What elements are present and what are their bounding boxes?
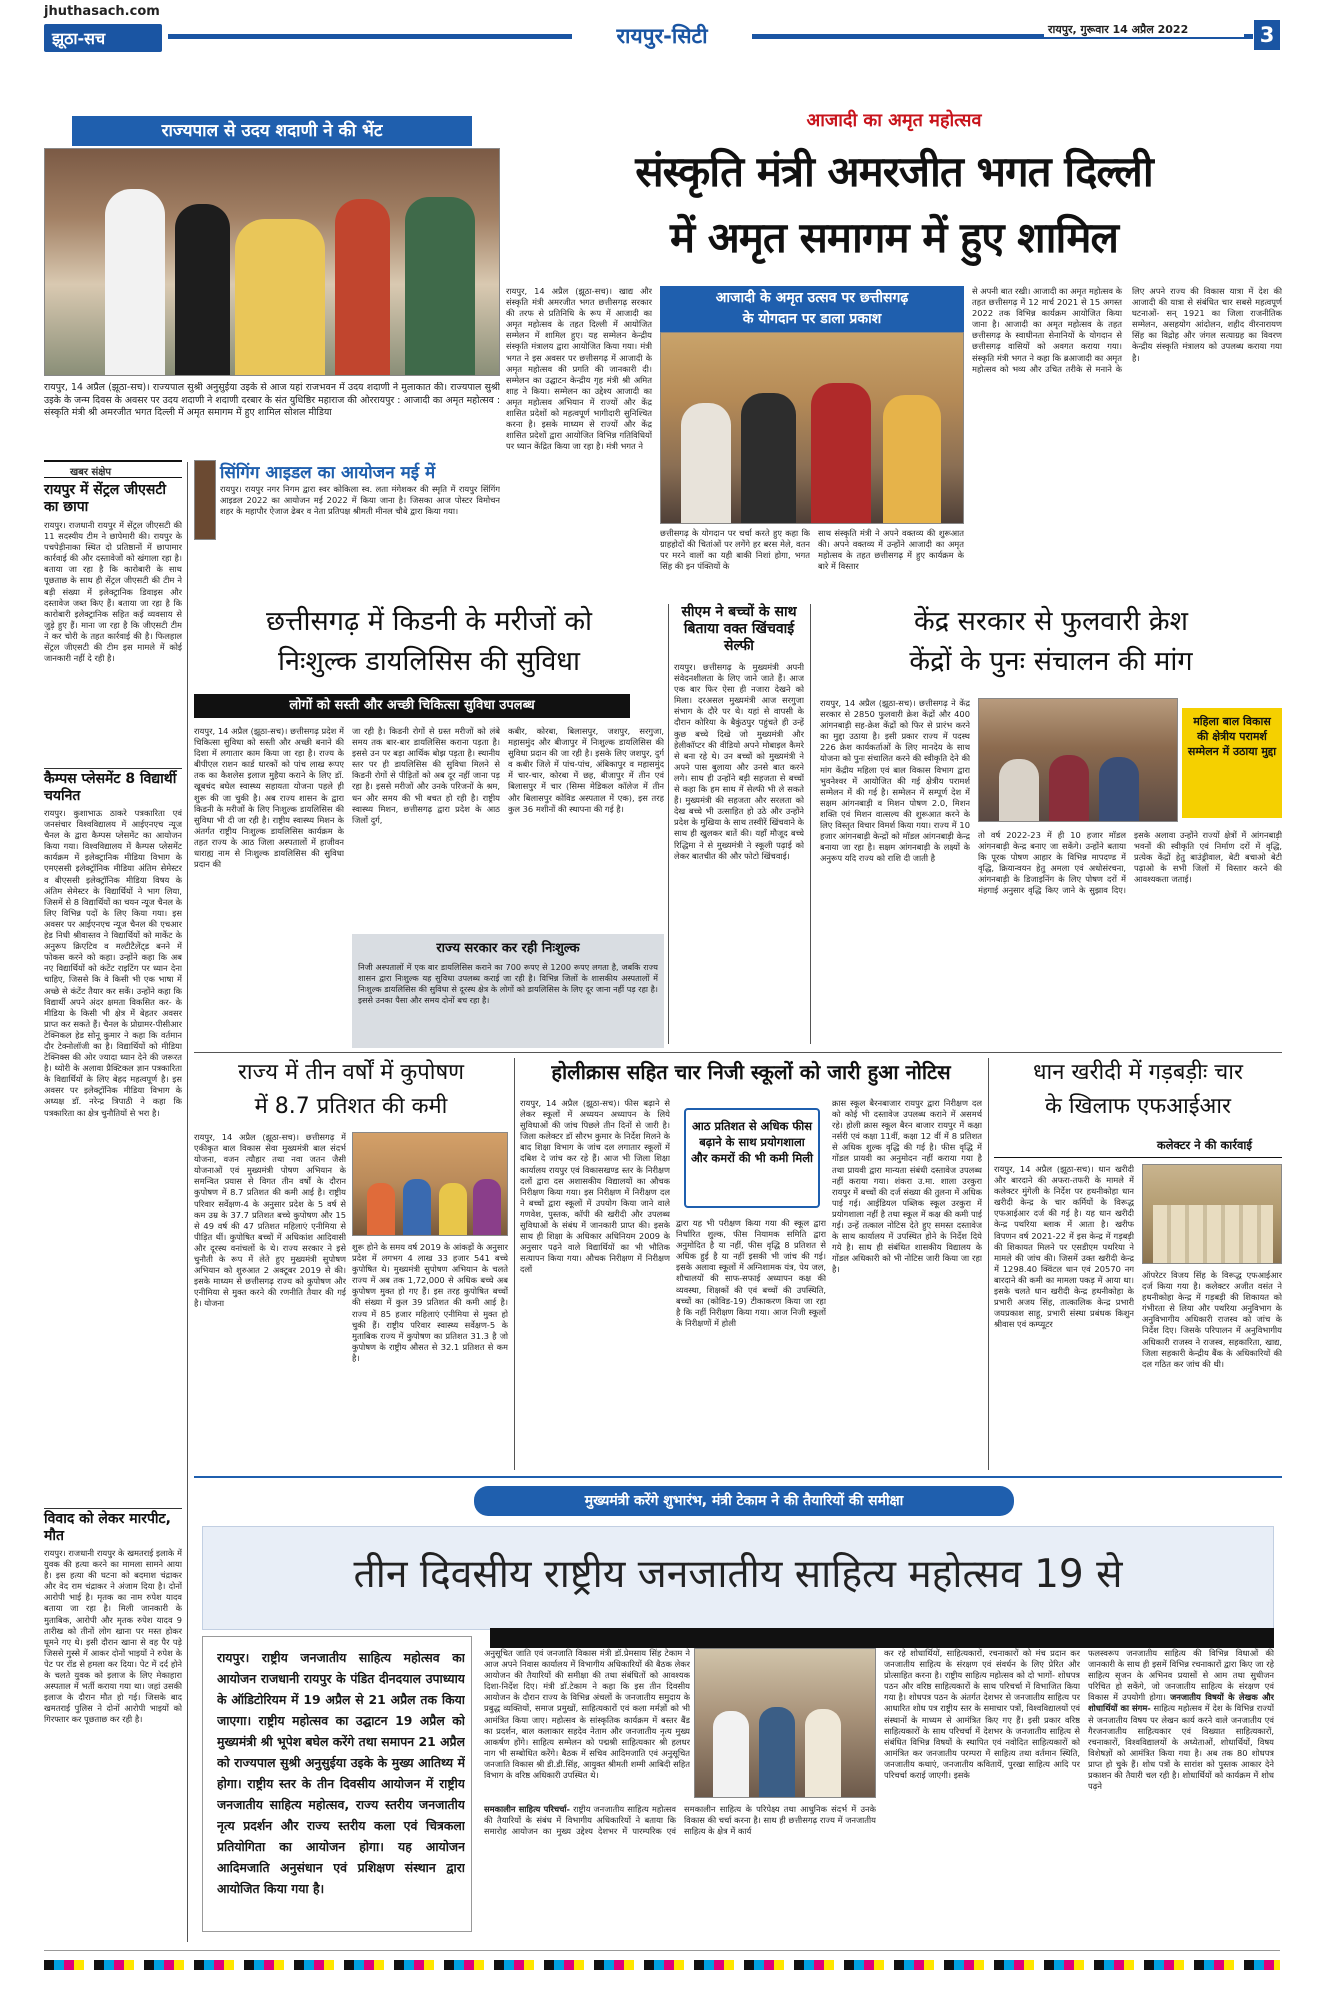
dialysis-col2: जा रही है। किडनी रोगों से ग्रस्त मरीजों को लंबे समय तक बार-बार डायलिसिस कराना पड़ता है। इससे उन पर बड़ा आर्थिक बोझ पड़ता है। स्थानीय स्तर पर ही डायलिसिस की सुविधा मिलने से किडनी रोगों से पीड़ितों को अब दूर नहीं जाना पड़ रहा है। इससे मरीजों और उनके परिजनों के श्रम, धन और समय की भी बचत हो रही है। राष्ट्रीय स्वास्थ्य मिशन, छत्तीसगढ़ द्वारा प्रदेश के आठ जिलों दुर्ग, — [352, 726, 500, 825]
person-figure — [811, 383, 871, 524]
paddy-headline-line2: के खिलाफ एफआईआर — [1044, 1094, 1232, 1119]
cm-kids-headline: सीएम ने बच्चों के साथ बिताया वक्त खिंचवाई सेल्फी — [681, 604, 797, 654]
dialysis-box-text: निजी अस्पतालों में एक बार डायलिसिस कराने का 700 रूपए से 1200 रूपए लगता है, जबकि राज्य शासन द्वारा निःशुल्क यह सुविधा उपलब्ध कराई जा रही है। विभिन्न जिलों के शासकीय अस्पतालों में निःशुल्क डायलिसिस की सुविधा से दूरस्थ क्षेत्र के लोगों को डायलिसिस के लिए दूर जाना नहीं पड़ रहा है। इससे उनका पैसा और समय दोनों बच रहा है। — [358, 962, 658, 1006]
person-figure — [175, 204, 230, 376]
singing-poster-photo — [194, 460, 216, 540]
grain-sacks — [1153, 1205, 1273, 1264]
person-figure — [473, 1179, 501, 1236]
person-figure — [1049, 755, 1089, 822]
brand-logo-text: झूठा-सच — [52, 29, 106, 48]
holycross-headline: होलीक्रास सहित चार निजी स्कूलों को जारी हुआ नोटिस — [551, 1060, 951, 1084]
person-figure — [1099, 757, 1139, 822]
person-figure — [883, 395, 941, 524]
holycross-col1: रायपुर, 14 अप्रैल (झूठा-सच)। फीस बढ़ाने से लेकर स्कूलों में अध्ययन अध्यापन के लिये सुविधाओं की जांच पिछले तीन दिनों से जारी है। जिला कलेक्टर डॉ सौरभ कुमार के निर्देश मिलने के बाद शिक्षा विभाग के जांच दल लगातार स्कूलों में दबिश दे जांच कर रहे हैं। आज भी जिला शिक्षा कार्यालय रायपुर एवं विकासखण्ड स्तर के निरीक्षण दलों द्वारा दस अशासकीय विद्यालयों का औचक निरीक्षण किया गया। इस निरीक्षण में निरीक्षण दल ने बच्चों द्वारा स्कूलों में उपयोग किया जाने वाले गणवेश, पुस्तक, कॉपी की खरीदी और उपलब्ध सुविधाओं के संबंध में जानकारी प्राप्त की। इसके साथ ही शिक्षा के अधिकार अधिनियम 2009 के अनुसार पढ़ने वाले विद्यार्थियों का भी भौतिक सत्यापन किया गया। औचक निरीक्षण में निरीक्षण दलों — [520, 1098, 670, 1275]
brief-1-text: रायपुर। राजधानी रायपुर में सेंट्रल जीएसटी की 11 सदस्यीय टीम ने छापेमारी की। रायपुर के पचपेड़ीनाका स्थित दो प्रतिष्ठानों में छापामार कार्रवाई की और दस्तावेजों को खंगाला रहा है। बताया जा रहा है कि कारोबारी के साथ पूछताछ के साथ ही सेंट्रल जीएसटी की टीम ने बड़ी संख्या में इलेक्ट्रानिक डिवाइस और दस्तावेज जब्त किए हैं। बताया जा रहा है कि कारोबारी इलेक्ट्रानिक सहित कई व्यवसाय से जुड़े हुए हैं। माना जा रहा है कि जीएसटी टीम ने कर चोरी के तहत कार्रवाई की है। फिलहाल सेंट्रल जीएसटी की टीम इस मामले में कोई जानकारी नहीं दे रही है। — [44, 520, 182, 664]
masthead — [44, 0, 1280, 58]
creche-side-box — [1182, 708, 1282, 818]
person-figure — [105, 189, 165, 376]
culture-photo — [660, 332, 964, 524]
brief-3-title: विवाद को लेकर मारपीट, मौत — [44, 1508, 182, 1545]
tribal-photo-caption-text: राष्ट्रीय जनजातीय साहित्य महोत्सव की तैयारियों के संबंध में विभागीय अधिकारियों ने बताया कि समारोह आयोजन का मुख्य उद्देश्य देशभर में पारम्परिक एवं समकालीन साहित्य के परिपेक्ष्य तथा आधुनिक संदर्भ में उनके विकास की चर्चा करना है। साथ ही छत्तीसगढ़ राज्य में जनजातीय साहित्य के क्षेत्र में कार्य — [484, 1804, 876, 1837]
tribal-photo-caption — [484, 1804, 876, 1932]
column-divider — [988, 1058, 989, 1470]
creche-story — [820, 604, 1282, 1050]
paddy-col1: रायपुर, 14 अप्रैल (झूठा-सच)। धान खरीदी और बारदाने की अफरा-तफरी के मामले में कलेक्टर मुंगेली के निर्देश पर हथनीकोहा धान खरीदी केन्द्र के चार कर्मियों के विरूद्ध एफआईआर दर्ज की गई है। यह धान खरीदी केन्द्र पथरिया ब्लाक में आता है। खरीफ विपणन वर्ष 2021-22 में इस केन्द्र में गड़बड़ी की शिकायत मिलने पर एसडीएम पथरिया ने मामले की जांच की। जिसमें उक्त खरीदी केन्द्र में 1298.40 क्विंटल धान एवं 20570 नग बारदाने की कमी का मामला पकड़ में आया था। इसके चलते धान खरीदी केन्द्र हथनीकोहा के प्रभारी अजय सिंह, तात्कालिक केन्द्र प्रभारी जयप्रकाश साहू, प्रभारी संस्था प्रबंधक किशुन श्रीवास एवं कम्प्यूटर — [994, 1164, 1134, 1330]
tribal-lead-box — [202, 1636, 472, 1932]
sidebar-label — [44, 460, 182, 478]
dialysis-headline-line2: निःशुल्क डायलिसिस की सुविधा — [278, 646, 580, 677]
cm-kids-text: रायपुर। छत्तीसगढ़ के मुख्यमंत्री अपनी संवेदनशीलता के लिए जाने जाते हैं। आज एक बार फिर ऐसा ही नजारा देखने को मिला। दरअसल मुख्यमंत्री आज सरगुजा संभाग के दौरे पर थे। यहां से वापसी के दौरान कोरिया के बैकुंठपुर पहुंचते ही उन्हें कुछ बच्चे दिखे जो मुख्यमंत्री और हेलीकॉप्टर की वीडियो अपने मोबाइल कैमरे से बना रहे थे। उन बच्चों को मुख्यमंत्री ने अपने पास बुलाया और उनसे बात करने लगे। साथ ही उन्होंने बड़ी सहजता से बच्चों से कहा कि हम साथ में सेल्फी भी ले सकते हैं। मुख्यमंत्री की सहजता और सरलता को देख बच्चे भी उत्साहित हो उठे और उन्होंने प्रदेश के मुखिया के साथ तस्वीरें खिंचवाने के साथ ही खुलकर बातें की। यहाँ मौजूद बच्चे रिद्धिमा ने से मुख्यमंत्री ने स्कूली पढ़ाई को लेकर बातचीत की और फोटो खिंचवाई। — [674, 662, 804, 861]
person-figure — [405, 197, 475, 376]
person-figure — [713, 1711, 749, 1798]
creche-box-title: महिला बाल विकास की क्षेत्रीय परामर्श सम्मेलन में उठाया मुद्दा — [1187, 715, 1277, 758]
tribal-headline: तीन दिवसीय राष्ट्रीय जनजातीय साहित्य महोत्सव 19 से — [353, 1552, 1123, 1597]
person-figure — [999, 759, 1039, 822]
person-figure — [403, 1179, 431, 1236]
paddy-col2: ऑपरेटर विजय सिंह के विरूद्ध एफआईआर दर्ज किया गया है। कलेक्टर अजीत वसंत ने हथनीकोहा केन्द्र में गड़बड़ी की शिकायत को गंभीरता से लिया और पथरिया अनुविभाग के अनुविभागीय अधिकारी राजस्व को जांच के निर्देश दिए। जिसके परिपालन में अनुविभागीय अधिकारी राजस्व ने राजस्व, सहकारिता, खाद्य, जिला सहकारी केन्द्रीय बैंक के अधिकारियों की दल गठित कर जांच की थी। — [1142, 1270, 1282, 1369]
edition-label — [572, 22, 752, 54]
tribal-black-bar — [490, 1628, 1274, 1648]
person-figure — [681, 403, 731, 524]
culture-headline-line1: संस्कृति मंत्री अमरजीत भगत दिल्ली — [635, 147, 1153, 196]
person-figure — [741, 393, 796, 524]
print-color-strip — [44, 1960, 1280, 1970]
tribal-story — [194, 1476, 1282, 1940]
person-figure — [439, 1183, 467, 1236]
holycross-pullquote — [684, 1108, 820, 1208]
tribal-photo-caption-bold: समकालीन साहित्य परिचर्चा- — [484, 1804, 571, 1814]
creche-col1: रायपुर, 14 अप्रैल (झूठा-सच)। छत्तीसगढ़ ने केंद्र सरकार से 2850 फुलवारी क्रेश केंद्रों और 400 आंगनबाड़ी सह-क्रेश केंद्रों को फिर से प्रारंभ करने का मुद्दा उठाया है। इसी प्रकार राज्य में पदस्थ 226 क्रेश कार्यकर्ताओं के लिए मानदेय के साथ योजना को पुनः संचालित करने की स्वीकृति देने की मांग केंद्रीय महिला एवं बाल विकास विभाग द्वारा भुवनेश्वर में आयोजित की गई क्षेत्रीय परामर्श सम्मेलन में की गई है। सम्मेलन में सम्पूर्ण देश में सक्षम आंगनबाड़ी व मिशन पोषण 2.0, मिशन शक्ति एवं मिशन वात्सल्य की शुरूआत करने के लिए विस्तृत विचार विमर्श किया गया। राज्य में 10 हजार आंगनबाड़ी केन्द्रों को मॉडल आंगनबाड़ी केन्द्र बनाया जा रहा है। सक्षम आंगनबाड़ी के लक्ष्यों के अनुरूप यदि राज्य को राशि दी जाती है — [820, 698, 970, 864]
dialysis-col1: रायपुर, 14 अप्रैल (झूठा-सच)। छत्तीसगढ़ प्रदेश में चिकित्सा सुविधा को सस्ती और अच्छी बनाने की दिशा में लगातार काम किया जा रहा है। राज्य के बीपीएल राशन कार्ड धारकों को पांच लाख रूपए तक का कैशलेस इलाज मुहैया कराने के लिए डॉ. खूबचंद बघेल स्वास्थ्य सहायता योजना पहले ही शुरू की जा चुकी है। अब राज्य शासन के द्वारा किडनी के मरीजों के लिए निःशुल्क डायलिसिस की सुविधा भी दी जा रही है। राष्ट्रीय स्वास्थ्य मिशन के अंतर्गत राष्ट्रीय निःशुल्क डायलिसिस कार्यक्रम के तहत राज्य के आठ जिला अस्पतालों में हाजीवन धाराह्य नाम से निःशुल्क डायलिसिस की सुविधा प्रदान की — [194, 726, 344, 870]
brand-logo — [44, 24, 162, 52]
governor-caption: रायपुर, 14 अप्रैल (झूठा-सच)। राज्यपाल सुश्री अनुसुईया उइके से आज यहां राजभवन में उदय शदाणी ने मुलाकात की। राज्यपाल सुश्री उइके के जन्म दिवस के अवसर पर उदय शदाणी ने शदाणी दरबार के संत युधिष्ठिर महाराज की ओररायपुर : आजादी का अमृत महोत्सव : संस्कृति मंत्री श्री अमरजीत भगत दिल्ली में अमृत समागम में हुए शामिल सोशल मीडिया — [44, 382, 500, 418]
malnutrition-photo — [352, 1132, 508, 1236]
person-figure — [235, 219, 325, 376]
dialysis-story — [194, 604, 664, 1050]
holycross-pullquote-text: आठ प्रतिशत से अधिक फीस बढ़ाने के साथ प्रयोगशाला और कमरों की भी कमी मिली — [690, 1119, 814, 1165]
dialysis-box — [352, 934, 664, 1048]
malnutrition-col1: रायपुर, 14 अप्रैल (झूठा-सच)। छत्तीसगढ़ में एकीकृत बाल विकास सेवा मुख्यमंत्री बाल संदर्भ योजना, वजन त्यौहार तथा नवा जतन जैसी योजनाओं एवं मुख्यमंत्री पोषण अभियान के समन्वित प्रयास से विगत तीन वर्षों के दौरान कुपोषण में 8.7 प्रतिशत की कमी आई है। राष्ट्रीय परिवार सर्वेक्षण-4 के अनुसार प्रदेश के 5 वर्ष से कम उम्र के 37.7 प्रतिशत बच्चे कुपोषण और 15 से 49 वर्ष की 47 प्रतिशत महिलाएं एनीमिया से पीड़ित थीं। कुपोषित बच्चों में अधिकांश आदिवासी और दूरस्थ वनांचलों के थे। राज्य सरकार ने इसे चुनौती के रूप में लेते हुए मुख्यमंत्री सुपोषण अभियान को शुरुआत 2 अक्टूबर 2019 से की। इसके माध्यम से छत्तीसगढ़ राज्य को कुपोषण और एनीमिया से मुक्त करने की रणनीति तैयार की गई है। योजना — [194, 1132, 346, 1309]
brief-2-text: रायपुर। कुशाभाऊ ठाकरे पत्रकारिता एवं जनसंचार विश्वविद्यालय में आईएनएच न्यूज चैनल के द्वारा कैम्पस प्लेसमेंट का आयोजन किया गया। विश्वविद्यालय में कैम्पस प्लेसमेंट कार्यक्रम में इलेक्ट्रानिक मीडिया विभाग के एमएससी इलेक्ट्रॉनिक मीडिया अंतिम सेमेस्टर व बीएससी इलेक्ट्रॉनिक मीडिया विषय के अंतिम सेमेस्टर के विद्यार्थियों ने भाग लिया, जिसमें से 8 विद्यार्थियों का चयन न्यूज चैनल के लिए विभिन्न पदों के लिए किया गया। इस अवसर पर आईएनएच न्यूज चैनल की एचआर हेड निधी श्रीवास्तव ने विद्यार्थियों को मार्केट के अनुरूप क्रिएटिव व मल्टीटैलेंट्ड बनने में फोकस करने को कहा। उन्होंने कहा कि अब नए विद्यार्थियों को कंटेंट राइटिंग पर ध्यान देना चाहिए, जिससे कि वे किसी भी एक भाषा में अच्छे से कंटेंट तैयार कर सकें। उन्होंने कहा कि विद्यार्थी अपने अंदर क्षमता विकसित कर- के मीडिया के किसी भी क्षेत्र में बेहतर अवसर प्राप्त कर सकते हैं। चैनल के प्रोग्रामर-पीसीआर टेक्निकल हेड सोनू कुमार ने कहा कि वर्तमान दौर टेक्नोलॉजी का है। विद्यार्थियों को मीडिया टेक्निक्स की ओर ज्यादा ध्यान देने की जरूरत है। थ्योरी के अलावा प्रैक्टिकल ज्ञान पत्रकारिता के विद्यार्थियों के लिए बेहद महत्वपूर्ण है। इस अवसर पर इलेक्ट्रॉनिक मीडिया विभाग के अध्यक्ष डॉ. नरेन्द्र त्रिपाठी ने कहा कि पत्रकारिता का क्षेत्र चुनौतियों से भरा है। — [44, 808, 182, 1118]
tribal-col4 — [1088, 1648, 1274, 1932]
culture-photo-title-line2: के योगदान पर डाला प्रकाश — [742, 311, 882, 327]
malnutrition-headline-line2: में 8.7 प्रतिशत की कमी — [254, 1094, 448, 1119]
person-figure — [759, 1707, 795, 1798]
holycross-story — [520, 1058, 982, 1470]
culture-photo-title-line1: आजादी के अमृत उत्सव पर छत्तीसगढ़ — [715, 290, 909, 306]
paddy-headline-line1: धान खरीदी में गड़बड़ीः चार — [1033, 1060, 1243, 1085]
culture-kicker: आजादी का अमृत महोत्सव — [806, 110, 982, 131]
site-url[interactable]: jhuthasach.com — [44, 4, 160, 19]
brief-1-title: रायपुर में सेंट्रल जीएसटी का छापा — [44, 482, 167, 515]
culture-photo-caption-right: साथ संस्कृति मंत्री ने अपने वक्तव्य की शुरूआत की। अपने वक्तव्य में उन्होंने आजादी का अमृत महोत्सव के तहत छत्तीसगढ़ में हुए कार्यक्रम के बारे में विस्तार — [818, 528, 964, 572]
sidebar-label-text: खबर संक्षेप — [70, 467, 112, 478]
masthead-date: रायपुर, गुरूवार 14 अप्रैल 2022 — [1044, 22, 1244, 37]
dialysis-headline-line1: छत्तीसगढ़ में किडनी के मरीजों को — [265, 606, 593, 637]
creche-photo — [978, 698, 1178, 822]
culture-headline-line2: में अमृत समागम में हुए शामिल — [669, 213, 1119, 262]
governor-headline: राज्यपाल से उदय शदाणी ने की भेंट — [72, 116, 472, 146]
singing-idol-story — [194, 460, 500, 580]
tribal-lead-text: रायपुर। राष्ट्रीय जनजातीय साहित्य महोत्सव का आयोजन राजधानी रायपुर के पंडित दीनदयाल उपाध्याय के ऑडिटोरियम में 19 अप्रैल से 21 अप्रैल तक किया जाएगा। राष्ट्रीय महोत्सव का उद्घाटन 19 अप्रैल को मुख्यमंत्री श्री भूपेश बघेल करेंगे तथा समापन 21 अप्रैल को राज्यपाल सुश्री अनुसुईया उइके के मुख्य आतिथ्य में होगा। राष्ट्रीय स्तर के तीन दिवसीय आयोजन में राष्ट्रीय जनजातीय साहित्य महोत्सव, राज्य स्तरीय जनजातीय नृत्य प्रदर्शन और राज्य स्तरीय कला एवं चित्रकला प्रतियोगिता का आयोजन होगा। यह आयोजन आदिमजाति अनुसंधान एवं प्रशिक्षण संस्थान द्वारा आयोजित किया गया है। — [217, 1650, 465, 1896]
culture-col-right: से अपनी बात रखी। आजादी का अमृत महोत्सव के तहत छत्तीसगढ़ में 12 मार्च 2021 से 15 अगस्त 2022 तक विभिन्न कार्यक्रम आयोजित किया जाना है। आजादी का अमृत महोत्सव के तहत छत्तीसगढ़ के स्वाधीनता सेनानियों के योगदान से छत्तीसगढ़ वासियों को अवगत कराया गया। संस्कृति मंत्री भगत ने कहा कि ब्रआजादी का अमृत महोत्सव को भव्य और उचित तरीके से मनाने के लिए अपने राज्य की विकास यात्रा में देश की आजादी की यात्रा से संबंधित चार सबसे महत्वपूर्ण घटनाओं- सन् 1921 का जिला राजनीतिक सम्मेलन, असहयोग आंदोलन, शहीद वीरनारायण सिंह का विद्रोह और जंगल सत्याग्रह का विवरण केन्द्रीय संस्कृति मंत्रालय को उपलब्ध कराया गया है। — [972, 286, 1282, 374]
culture-col1: रायपुर, 14 अप्रैल (झूठा-सच)। खाद्य और संस्कृति मंत्री अमरजीत भगत छत्तीसगढ़ सरकार की तरफ से प्रतिनिधि के रूप में आजादी का अमृत महोत्सव के तहत दिल्ली में आयोजित सम्मेलन में शामिल हुए। यह सम्मेलन केन्द्रीय संस्कृति मंत्रालय द्वारा आयोजित किया गया। मंत्री भगत ने इस अवसर पर छत्तीसगढ़ में आजादी के अमृत महोत्सव की प्रगति की जानकारी दी। सम्मेलन का उद्घाटन केन्द्रीय गृह मंत्री श्री अमित शाह ने किया। सम्मेलन का उद्देश्य आजादी का अमृत महोत्सव अभियान में राज्यों और केंद्र शासित प्रदेशों को महत्वपूर्ण भागीदारी सुनिश्चित करना है। इसके माध्यम से राज्यों और केंद्र शासित प्रदेशों द्वारा आयोजित विभिन्न गतिविधियों पर ध्यान केंद्रित किया जा रहा है। मंत्री भगत ने — [506, 286, 652, 452]
brief-2-title: कैम्पस प्लेसमेंट 8 विद्यार्थी चयनित — [44, 768, 182, 805]
edition-text: रायपुर-सिटी — [616, 24, 708, 48]
person-figure — [805, 1709, 841, 1798]
section-divider — [194, 1052, 1282, 1053]
page-number: 3 — [1254, 20, 1280, 50]
person-figure — [367, 1183, 395, 1236]
tribal-photo — [694, 1648, 876, 1798]
tribal-col3: कर रहे शोधार्थियों, साहित्यकारों, रचनाकारों को मंच प्रदान कर जनजातीय साहित्य के संरक्षण एवं संवर्धन के लिए प्रेरित और प्रोत्साहित करना है। राष्ट्रीय साहित्य महोत्सव को दो भागों- शोधपत्र पठन और वरिष्ठ साहित्यकारों के साथ परिचर्चा में विभाजित किया गया है। शोधपत्र पठन के अंतर्गत देशभर से जनजातीय साहित्य पर आधारित शोध पत्र राष्ट्रीय स्तर के समाचार पत्रों, विश्वविद्यालयों एवं संस्थानों के माध्यम से आमंत्रित किए गए हैं। इसी प्रकार वरिष्ठ साहित्यकारों के साथ परिचर्चा में देशभर के जनजातीय साहित्य से संबंधित विभिन्न विषयों के स्थापित एवं नवोदित साहित्यकारों को आमंत्रित कर जनजातीय परम्परा में साहित्य तथा वर्तमान स्थिति, जनजातीय कथाएं, जनजातीय कवितायें, पुरखा साहित्य आदि पर परिचर्चा कराई जाएगी। इसके — [884, 1648, 1080, 1781]
news-brief-sidebar — [44, 460, 182, 1940]
governor-story — [44, 104, 500, 454]
brief-3-text: रायपुर। राजधानी रायपुर के खमतराई इलाके में युवक की हत्या करने का मामला सामने आया है। इस हत्या की घटना को बदमाश चंद्राकर और वेद राम चंद्राकर ने अंजाम दिया है। दोनों आरोपी भाई है। मृतक का नाम रुपेश यादव बताया जा रहा है। मिली जानकारी के मुताबिक, आरोपी और मृतक रुपेश यादव 9 तारीख को तीनों लोग खाना पर मस्त होकर घूमने गए थे। इसी दौरान खाना से वह पैर पड़े जिससे गुस्से में आकर दोनों भाइयों ने रुपेश के पेट पर रॉड से हमला कर दिया। पेट में दर्द होने के चलते युवक को इलाज के लिए मेकाहारा अस्पताल में भर्ती कराया गया था। जहां उसकी इलाज के दौरान मौत हो गई। जिसके बाद खमतराई पुलिस ने दोनों आरोपी भाइयों को गिरफ्तार कर पूछताछ कर रही है। — [44, 1548, 182, 1725]
tribal-col1: अनुसूचित जाति एवं जनजाति विकास मंत्री डॉ.प्रेमसाय सिंह टेकाम ने आज अपने निवास कार्यालय में विभागीय अधिकारियों की बैठक लेकर आयोजन की तैयारियों की समीक्षा की तथा संबंधितों को आवश्यक दिशा-निर्देश दिए। मंत्री डॉ.टेकाम ने कहा कि इस तीन दिवसीय आयोजन के दौरान राज्य के विभिन्न अंचलों के जनजातीय समुदाय के प्रबुद्ध व्यक्तियों, समाज प्रमुखों, साहित्यकारों एवं कला मर्मज्ञों को भी आमंत्रित किया जाए। महोत्सव के सांस्कृतिक कार्यक्रम में बस्तर बैंड का प्रदर्शन, बाल कलाकार सहदेव नेताम और जनजातीय नृत्य मुख्य आकर्षण होंगे। साहित्य सम्मेलन को पद्मश्री साहित्यकार श्री हलधर नाग भी सम्बोधित करेंगे। बैठक में सचिव आदिमजाति एवं अनुसूचित जनजाति विकास श्री डी.डी.सिंह, आयुक्त श्रीमती शम्मी आबिदी सहित विभाग के वरिष्ठ अधिकारी उपस्थित थे। — [484, 1648, 690, 1781]
governor-photo — [44, 148, 500, 376]
creche-headline-line1: केंद्र सरकार से फुलवारी क्रेश — [914, 606, 1188, 637]
dialysis-deck: लोगों को सस्ती और अच्छी चिकित्सा सुविधा उपलब्ध — [194, 694, 630, 718]
malnutrition-story — [194, 1058, 508, 1470]
holycross-col2: द्वारा यह भी परीक्षण किया गया की स्कूल द्वारा निर्धारित शुल्क, फीस नियामक समिति द्वारा अनुमोदित है या नहीं, फीस वृद्धि 8 प्रतिशत से अधिक हुई है या नहीं इसकी भी जांच की गई। इसके अलावा स्कूलों में अग्निशामक यंत्र, पेय जल, शौचालयों की साफ-सफाई अध्यापन कक्ष की व्यवस्था, शिक्षकों की एवं बच्चों की उपस्थिति, बच्चों का (कोविड-19) टीकाकरण किया जा रहा है कि नहीं निरीक्षण किया गया। आज निजी स्कूलों के निरीक्षणों में होली — [676, 1218, 826, 1328]
culture-photo-title — [660, 286, 964, 332]
dialysis-col3: कबीर, कोरबा, बिलासपुर, जशपुर, सरगुजा, महासमुंद और बीजापुर में निःशुल्क डायलिसिस की सुविधा प्रदान की जा रही है। इसके लिए जशपुर, दुर्ग व कबीर जिले में पांच-पांच, अंबिकापुर व महासमुंद में चार-चार, कोरबा में छह, बीजापुर में तीन एवं बिलासपुर में चार (सिम्स मेडिकल कॉलेज में तीन और बिलासपुर कोविड अस्पताल में एक), इस तरह कुल 36 मशीनों की स्थापना की गई है। — [508, 726, 664, 814]
culture-story — [506, 104, 1282, 598]
column-divider — [668, 604, 669, 1044]
singing-headline: सिंगिंग आइडल का आयोजन मई में — [220, 463, 436, 483]
creche-col2: तो वर्ष 2022-23 में ही 10 हजार मॉडल आंगनबाड़ी केन्द्र बनाए जा सकेंगे। उन्होंने बताया कि पूरक पोषण आहार के विभिन्न मापदण्ड में वृद्धि, क्रियान्वयन हेतु अमला एवं अधोसंरचना, आंगनबाड़ी के डिजाइनिंग के लिए पोषण दरों में मंहगाई अनुसार वृद्धि किए जाने के सुझाव दिए। इसके अलावा उन्होंने राज्यों क्षेत्रों में आंगनबाड़ी भवनों की स्वीकृति एवं निर्माण दरों में वृद्धि, प्रत्येक केंद्रों हेतु बाउंड्रीवाल, बेटी बचाओ बेटी पढ़ाओ के सभी जिलों में विस्तार करने की आवश्यकता जताई। — [978, 830, 1282, 896]
column-divider — [514, 1058, 515, 1470]
dialysis-box-title: राज्य सरकार कर रही निःशुल्क — [436, 941, 580, 956]
singing-text: रायपुर। रायपुर नगर निगम द्वारा स्वर कोकिला स्व. लता मंगेशकर की स्मृति में रायपुर सिंगिंग आइडल 2022 का आयोजन मई 2022 में किया जाना है। जिसका आज पोस्टर विमोचन शहर के महापौर ऐजाज ढेबर व नेता प्रतिपक्ष श्रीमती मीनल चौबे द्वारा किया गया। — [220, 484, 500, 517]
tribal-col4-b: साहित्य महोत्सव में देश के विभिन्न राज्यों से जनजातीय विषय पर लेखन कार्य करने वाले जनजातीय एवं गैरजनजातीय साहित्यकार एवं विख्यात साहित्यकारों, रचनाकारों, विश्वविद्यालयों के अध्येताओं, शोधार्थियों, विषय विशेषज्ञों को आमंत्रित किया गया है। अब तक 80 शोधपत्र प्राप्त हो चुके हैं। शोध पत्रों के सारांश को पुस्तक आकार देने प्रकाशन की तैयारी चल रही है। शोधार्थियों को कार्यक्रम में शोध पढ़ने — [1088, 1703, 1274, 1792]
tribal-col4-a: फलस्वरूप जनजातीय साहित्य की विभिन्न विधाओं की जानकारी के साथ ही इसमें विभिन्न रचनाकारों द्वारा किए जा रहे साहित्य सृजन के अभिनव प्रयासों से आम तथा सुधीजन परिचित हो सकेंगे, जो जनजातीय साहित्य के संरक्षण एवं विकास में उपयोगी होगा। — [1088, 1648, 1274, 1703]
tribal-col4-bold: जनजातीय विषयों के लेखक और शोधार्थियों का संगम- — [1088, 1692, 1274, 1714]
holycross-col3: क्रास स्कूल बैरनबाजार रायपुर द्वारा निरीक्षण दल को कोई भी दस्तावेज उपलब्ध कराने में असमर्थ रहे। होली क्रास स्कूल बैरन बाजार रायपुर में कक्षा नर्सरी एवं कक्षा 11वीं, कक्षा 12 वीं में 8 प्रतिशत से अधिक शुल्क वृद्धि की गई है। फीस वृद्धि में गोंडल प्रायवी का अनुमोदन नहीं कराया गया है तथा प्रायवी द्वारा मान्यता संबंधी दस्तावेज उपलब्ध नहीं कराया गया। शंकरा उ.मा. शाला उरकुरा रायपुर में बच्चों की दर्ज संख्या की तुलना में अधिक पाई गई। आईडियल पब्लिक स्कूल उरकुरा में प्रयोगशाला नहीं है तथा स्कूल में कक्ष की कमी पाई गई। उन्हें तत्काल नोटिस देते हुए समस्त दस्तावेज के साथ कार्यालय में उपस्थित होने के निर्देश दिये गये है। साथ ही संबंधित शासकीय विद्यालय के गोंडल अधिकारी को भी नोटिस जारी किया जा रहा है। — [832, 1098, 982, 1275]
paddy-deck: कलेक्टर ने की कार्रवाई — [994, 1138, 1282, 1158]
malnutrition-col2: शुरू होने के समय वर्ष 2019 के आंकड़ों के अनुसार प्रदेश में लगभग 4 लाख 33 हजार 541 बच्चे कुपोषित थे। मुख्यमंत्री सुपोषण अभियान के चलते राज्य में अब तक 1,72,000 से अधिक बच्चे अब कुपोषण मुक्त हो गए हैं। इस तरह कुपोषित बच्चों की संख्या में कुल 39 प्रतिशत की कमी आई है। राज्य में 85 हजार महिलाएं एनीमिया से मुक्त हो चुकी हैं। राष्ट्रीय परिवार स्वास्थ्य सर्वेक्षण-5 के मुताबिक राज्य में कुपोषण का प्रतिशत 31.3 है जो कुपोषण के राष्ट्रीय औसत से 32.1 प्रतिशत से कम है। — [352, 1242, 508, 1363]
paddy-photo — [1142, 1164, 1282, 1264]
paddy-story — [994, 1058, 1282, 1470]
sidebar-divider — [187, 462, 188, 1942]
person-figure — [335, 199, 390, 376]
creche-headline-line2: केंद्रों के पुनः संचालन की मांग — [909, 646, 1193, 677]
footer-rule — [44, 1950, 1280, 1951]
cm-kids-story — [674, 604, 804, 1050]
culture-photo-caption-left: छत्तीसगढ़ के योगदान पर चर्चा करते हुए कहा कि ग्राहहोदों की चितांओं पर लगेंगे हर बरस मेले, वतन पर मरने वालों का यही बाकी निशां होगा, भगत सिंह की इन पंक्तियों के — [660, 528, 810, 572]
tribal-banner: मुख्यमंत्री करेंगे शुभारंभ, मंत्री टेकाम ने की तैयारियों की समीक्षा — [474, 1486, 1014, 1516]
column-divider — [810, 604, 811, 1044]
malnutrition-headline-line1: राज्य में तीन वर्षों में कुपोषण — [237, 1060, 465, 1085]
